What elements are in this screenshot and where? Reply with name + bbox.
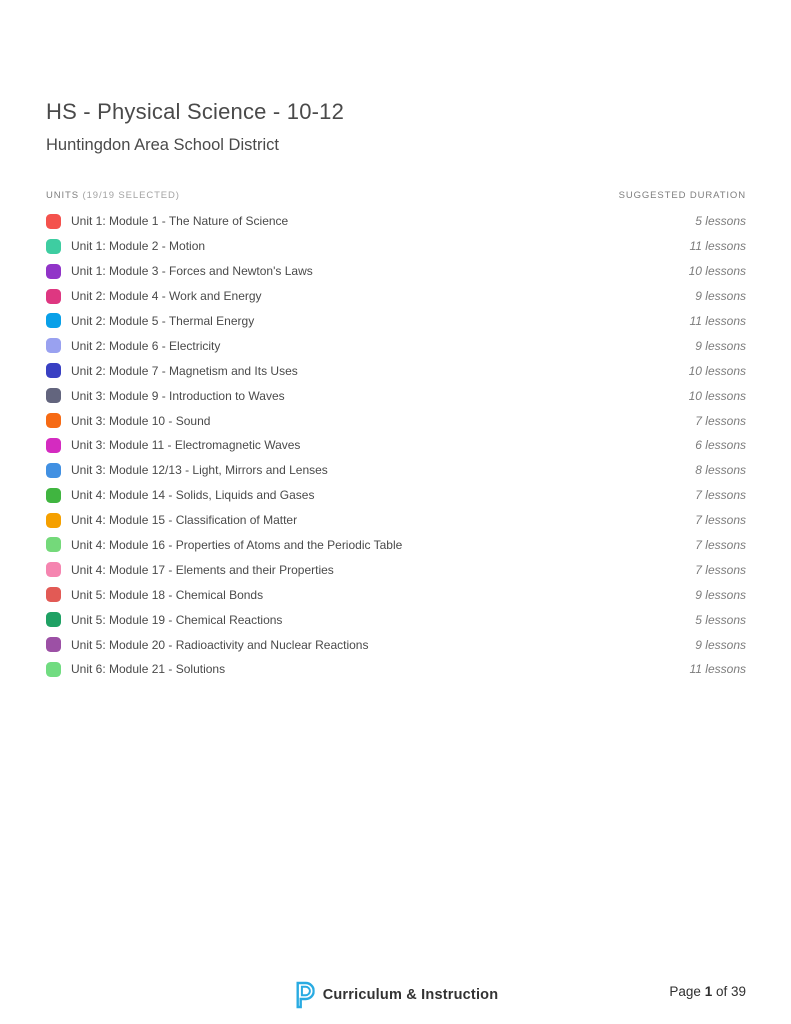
page-footer [46, 981, 746, 1013]
units-header-label: UNITS [46, 190, 79, 202]
unit-color-swatch [46, 562, 61, 577]
unit-label: Unit 2: Module 4 - Work and Energy [71, 289, 262, 304]
unit-color-swatch [46, 587, 61, 602]
footer-brand-label: Curriculum & Instruction [322, 987, 499, 1003]
unit-label: Unit 4: Module 16 - Properties of Atoms and the Periodic Table [71, 537, 403, 552]
unit-row [46, 607, 746, 632]
unit-color-swatch [46, 363, 61, 378]
footer-brand [294, 981, 499, 1009]
unit-color-swatch [46, 239, 61, 254]
unit-duration: 9 lessons [695, 587, 746, 602]
unit-color-swatch [46, 537, 61, 552]
unit-label: Unit 3: Module 9 - Introduction to Waves [71, 388, 285, 403]
unit-label: Unit 1: Module 3 - Forces and Newton's Laws [71, 264, 313, 279]
unit-row [46, 333, 746, 358]
unit-color-swatch [46, 438, 61, 453]
unit-row [46, 483, 746, 508]
unit-duration: 6 lessons [695, 438, 746, 453]
unit-label: Unit 6: Module 21 - Solutions [71, 662, 226, 677]
unit-duration: 7 lessons [695, 562, 746, 577]
unit-color-swatch [46, 513, 61, 528]
units-header [46, 191, 180, 201]
unit-label: Unit 3: Module 10 - Sound [71, 413, 211, 428]
unit-duration: 10 lessons [688, 264, 746, 279]
duration-header-label: SUGGESTED DURATION [618, 190, 746, 202]
units-selected-count: (19/19 SELECTED) [82, 190, 180, 202]
page-counter-total: of 39 [715, 984, 746, 999]
unit-row [46, 358, 746, 383]
page-counter-number: 1 [704, 984, 713, 999]
unit-duration: 7 lessons [695, 537, 746, 552]
unit-duration: 7 lessons [695, 413, 746, 428]
unit-color-swatch [46, 637, 61, 652]
unit-duration: 5 lessons [695, 612, 746, 627]
unit-label: Unit 4: Module 15 - Classification of Matter [71, 513, 298, 528]
unit-color-swatch [46, 488, 61, 503]
unit-row [46, 284, 746, 309]
unit-duration: 10 lessons [688, 388, 746, 403]
unit-label: Unit 2: Module 7 - Magnetism and Its Uses [71, 363, 298, 378]
list-header [46, 191, 746, 201]
unit-color-swatch [46, 214, 61, 229]
page-content [46, 0, 746, 682]
unit-color-swatch [46, 388, 61, 403]
unit-duration: 10 lessons [688, 363, 746, 378]
unit-label: Unit 1: Module 1 - The Nature of Science [71, 214, 289, 229]
unit-row [46, 433, 746, 458]
unit-label: Unit 5: Module 20 - Radioactivity and Nuclear Reactions [71, 637, 369, 652]
unit-row [46, 408, 746, 433]
unit-color-swatch [46, 463, 61, 478]
unit-duration: 8 lessons [695, 463, 746, 478]
unit-color-swatch [46, 264, 61, 279]
unit-row [46, 582, 746, 607]
unit-row [46, 657, 746, 682]
unit-duration: 9 lessons [695, 289, 746, 304]
unit-label: Unit 5: Module 19 - Chemical Reactions [71, 612, 283, 627]
unit-label: Unit 1: Module 2 - Motion [71, 239, 206, 254]
page-title: HS - Physical Science - 10-12 [46, 99, 345, 124]
brand-p-icon [294, 981, 315, 1009]
unit-row [46, 309, 746, 334]
unit-color-swatch [46, 612, 61, 627]
unit-label: Unit 2: Module 6 - Electricity [71, 338, 221, 353]
unit-row [46, 458, 746, 483]
unit-duration: 9 lessons [695, 637, 746, 652]
unit-duration: 11 lessons [689, 662, 746, 677]
unit-row [46, 259, 746, 284]
unit-row [46, 383, 746, 408]
unit-duration: 5 lessons [695, 214, 746, 229]
unit-duration: 7 lessons [695, 488, 746, 503]
unit-label: Unit 2: Module 5 - Thermal Energy [71, 313, 255, 328]
unit-label: Unit 4: Module 17 - Elements and their Properties [71, 562, 334, 577]
unit-duration: 11 lessons [689, 239, 746, 254]
unit-color-swatch [46, 413, 61, 428]
unit-row [46, 632, 746, 657]
unit-duration: 7 lessons [695, 513, 746, 528]
unit-row [46, 234, 746, 259]
unit-label: Unit 3: Module 11 - Electromagnetic Waves [71, 438, 301, 453]
unit-label: Unit 4: Module 14 - Solids, Liquids and Gases [71, 488, 315, 503]
unit-row [46, 209, 746, 234]
unit-label: Unit 5: Module 18 - Chemical Bonds [71, 587, 264, 602]
page-subtitle: Huntingdon Area School District [46, 136, 279, 155]
unit-list [46, 209, 746, 682]
unit-color-swatch [46, 289, 61, 304]
page-counter [669, 984, 746, 999]
unit-color-swatch [46, 338, 61, 353]
unit-row [46, 508, 746, 533]
page-counter-label: Page [669, 984, 701, 999]
unit-duration: 11 lessons [689, 313, 746, 328]
unit-row [46, 557, 746, 582]
unit-label: Unit 3: Module 12/13 - Light, Mirrors and Lenses [71, 463, 328, 478]
unit-duration: 9 lessons [695, 338, 746, 353]
unit-row [46, 533, 746, 558]
unit-color-swatch [46, 313, 61, 328]
unit-color-swatch [46, 662, 61, 677]
